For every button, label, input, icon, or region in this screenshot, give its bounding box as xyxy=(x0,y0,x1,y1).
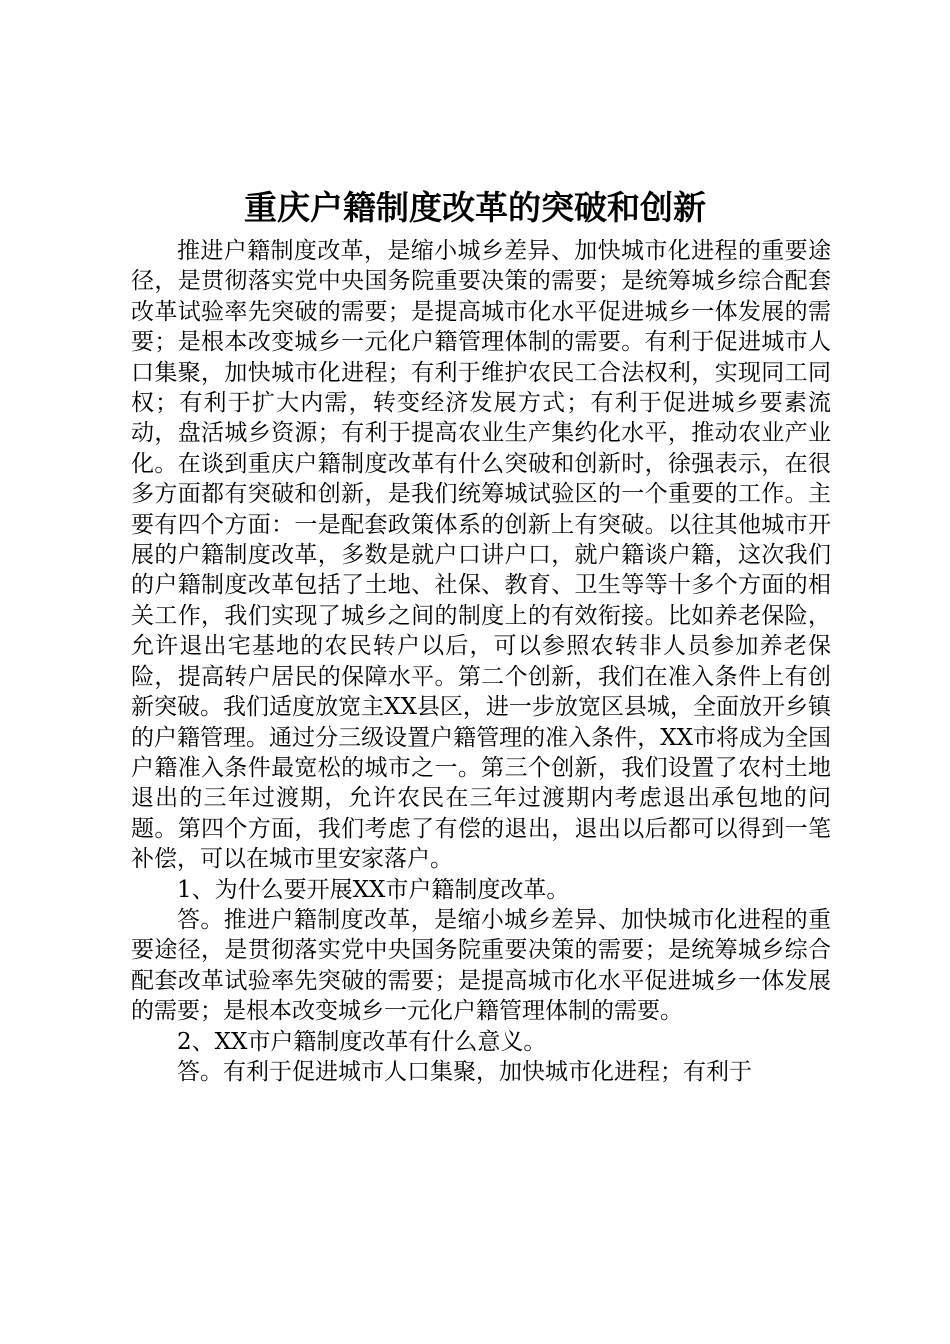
question-2: 2、XX市户籍制度改革有什么意义。 xyxy=(177,1028,547,1055)
document-title: 重庆户籍制度改革的突破和创新 xyxy=(244,188,706,227)
question-1: 1、为什么要开展XX市户籍制度改革。 xyxy=(177,876,570,903)
paragraph-intro: 推进户籍制度改革，是缩小城乡差异、加快城市化进程的重要途径，是贯彻落实党中央国务院重要决策的需要；是统筹城乡综合配套改革试验率先突破的需要；是提高城市化水平促进城乡一体发展的需要；是根本改变城乡一元化户籍管理体制的需要。有利于促进城市人口集聚，加快城市化进程；有利于维护农民工合法权利，实现同工同权；有利于扩大内需，转变经济发展方式；有利于促进城乡要素流动，盘活城乡资源；有利于提高农业生产集约化水平，推动农业产业化。在谈到重庆户籍制度改革有什么突破和创新时，徐强表示，在很多方面都有突破和创新，是我们统筹城试验区的一个重要的工作。主要有四个方面：一是配套政策体系的创新上有突破。以往其他城市开展的户籍制度改革，多数是就户口讲户口，就户籍谈户籍，这次我们的户籍制度改革包括了土地、社保、教育、卫生等等十多个方面的相关工作，我们实现了城乡之间的制度上的有效衔接。比如养老保险，允许退出宅基地的农民转户以后，可以参照农转非人员参加养老保险，提高转户居民的保障水平。第二个创新，我们在准入条件上有创新突破。我们适度放宽主XX县区，进一步放宽区县城，全面放开乡镇的户籍管理。通过分三级设置户籍管理的准入条件，XX市将成为全国户籍准入条件最宽松的城市之一。第三个创新，我们设置了农村土地退出的三年过渡期，允许农民在三年过渡期内考虑退出承包地的问题。第四个方面，我们考虑了有偿的退出，退出以后都可以得到一笔补偿，可以在城市里安家落户。 xyxy=(131,238,831,873)
answer-2: 答。有利于促进城市人口集聚，加快城市化进程；有利于 xyxy=(177,1058,752,1085)
document-body xyxy=(131,236,831,1087)
answer-1: 答。推进户籍制度改革，是缩小城乡差异、加快城市化进程的重要途径，是贯彻落实党中央国务院重要决策的需要；是统筹城乡综合配套改革试验率先突破的需要；是提高城市化水平促进城乡一体发展的需要；是根本改变城乡一元化户籍管理体制的需要。 xyxy=(131,906,831,1025)
